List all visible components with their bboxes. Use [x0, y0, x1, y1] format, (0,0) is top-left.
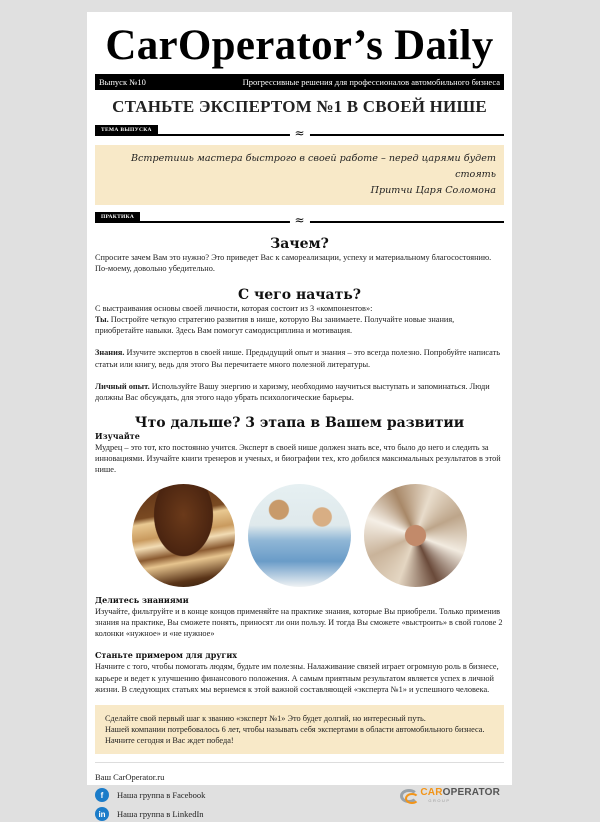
footer: [95, 772, 504, 822]
stage-text: Начните с того, чтобы помогать людям, будьте им полезны. Налаживание связей играет огромную роль в бизнесе, карьере и ведет к улучшению финансового положения. А самым приятным результатом является успех в личной жизни. В следующих статьях мы вернемся к этой важной составляющей «эксперта №1» и успешного человека.: [95, 662, 499, 695]
logo-swoosh-icon: [400, 789, 418, 803]
component-label: Личный опыт.: [95, 382, 150, 392]
wave-ornament-icon: ≈: [289, 127, 309, 139]
component-text: Изучите экспертов в своей нише. Предыдущий опыт и знания – это всегда полезно. Попробуйте написать статьи или книгу, ведь для этого Вы перечитаете много полезной литературы.: [95, 348, 501, 369]
why-heading: Зачем?: [270, 236, 329, 252]
footer-divider: [95, 762, 504, 763]
wave-ornament-icon: ≈: [289, 214, 309, 226]
tagline: Прогрессивные решения для профессионалов автомобильного бизнеса: [242, 77, 500, 87]
linkedin-link[interactable]: [95, 806, 504, 822]
page-headline: СТАНЬТЕ ЭКСПЕРТОМ №1 В СВОЕЙ НИШЕ: [112, 97, 487, 116]
next-heading: Что дальше? 3 этапа в Вашем развитии: [134, 414, 465, 431]
stage-title: Делитесь знаниями: [95, 594, 189, 605]
why-text: Спросите зачем Вам это нужно? Это приведет Вас к самореализации, успеху и материальному благосостоянию. По-моему, довольно убедительно.: [95, 253, 492, 274]
practice-section-tag: ПРАКТИКА: [95, 212, 140, 222]
theme-section-tag: ТЕМА ВЫПУСКА: [95, 125, 158, 135]
issue-number: Выпуск №10: [99, 77, 146, 87]
team-hands-photo: [364, 484, 467, 587]
stage-text: Мудрец – это тот, кто постоянно учится. Эксперт в своей нише должен знать все, что было до него и следить за инновациями. Изучайте книги тренеров и ученых, и биографии тех, кто добился максимальных результатов в этой нише.: [95, 442, 501, 475]
start-intro: С выстраивания основы своей личности, которая состоит из 3 «компонентов»:: [95, 303, 373, 313]
logo-group-text: GROUP: [428, 798, 451, 804]
quote-box: [95, 145, 504, 205]
practice-section-divider: [95, 212, 504, 226]
students-photo: [248, 484, 351, 587]
stage-images: [95, 484, 504, 587]
component-label: Знания.: [95, 348, 125, 358]
cta-line-1: Сделайте свой первый шаг к званию «эксперт №1» Это будет долгий, но интересный путь.: [105, 714, 426, 724]
newsletter-page: [87, 12, 512, 820]
stage-title: Станьте примером для других: [95, 650, 238, 661]
component-label: Ты.: [95, 314, 109, 324]
component-text: Постройте четкую стратегию развития в нише, которую Вы занимаете. Получайте новые знания, приобретайте навыки. Здесь Вам помогут самодисциплина и мотивация.: [95, 314, 455, 336]
quote-source: Притчи Царя Соломона: [370, 185, 496, 196]
facebook-icon[interactable]: f: [95, 788, 109, 802]
component-text: Используйте Вашу энергию и харизму, необходимо научиться выступать и запоминаться. Люди должны Вас обсуждать, для этого надо убрать психологические барьеры.: [95, 382, 490, 403]
component-item: [95, 314, 504, 337]
theme-section-divider: [95, 125, 504, 139]
linkedin-label[interactable]: Наша группа в LinkedIn: [117, 809, 204, 820]
site-link[interactable]: Ваш CarOperator.ru: [95, 772, 165, 783]
stage-text: Изучайте, фильтруйте и в конце концов применяйте на практике знания, которые Вы приобрели. Только применив знания на практике, Вы сможете понять, приносят ли они пользу. И тогда Вы сможете «выстроить» в свой голове 2 колонки «нужное» и «не нужное»: [95, 606, 503, 639]
facebook-label[interactable]: Наша группа в Facebook: [117, 790, 206, 801]
cta-line-2: Нашей компании потребовалось 6 лет, чтобы называть себя экспертами в области автомобильного бизнеса. Начните сегодня и Вас ждет победа!: [105, 725, 485, 746]
logo-wordmark: CAROPERATOR: [420, 787, 500, 799]
caroperator-logo[interactable]: [400, 788, 500, 803]
masthead-title: CarOperator’s Daily: [105, 22, 494, 69]
books-photo: [132, 484, 235, 587]
start-heading: С чего начать?: [238, 286, 361, 303]
call-to-action-box: [95, 705, 504, 754]
component-item: [95, 381, 504, 404]
issue-bar: [95, 74, 504, 90]
stage-title: Изучайте: [95, 430, 140, 441]
component-item: [95, 347, 504, 370]
quote-text: Встретишь мастера быстрого в своей работе – перед царями будет стоять: [130, 153, 496, 180]
linkedin-icon[interactable]: in: [95, 807, 109, 821]
